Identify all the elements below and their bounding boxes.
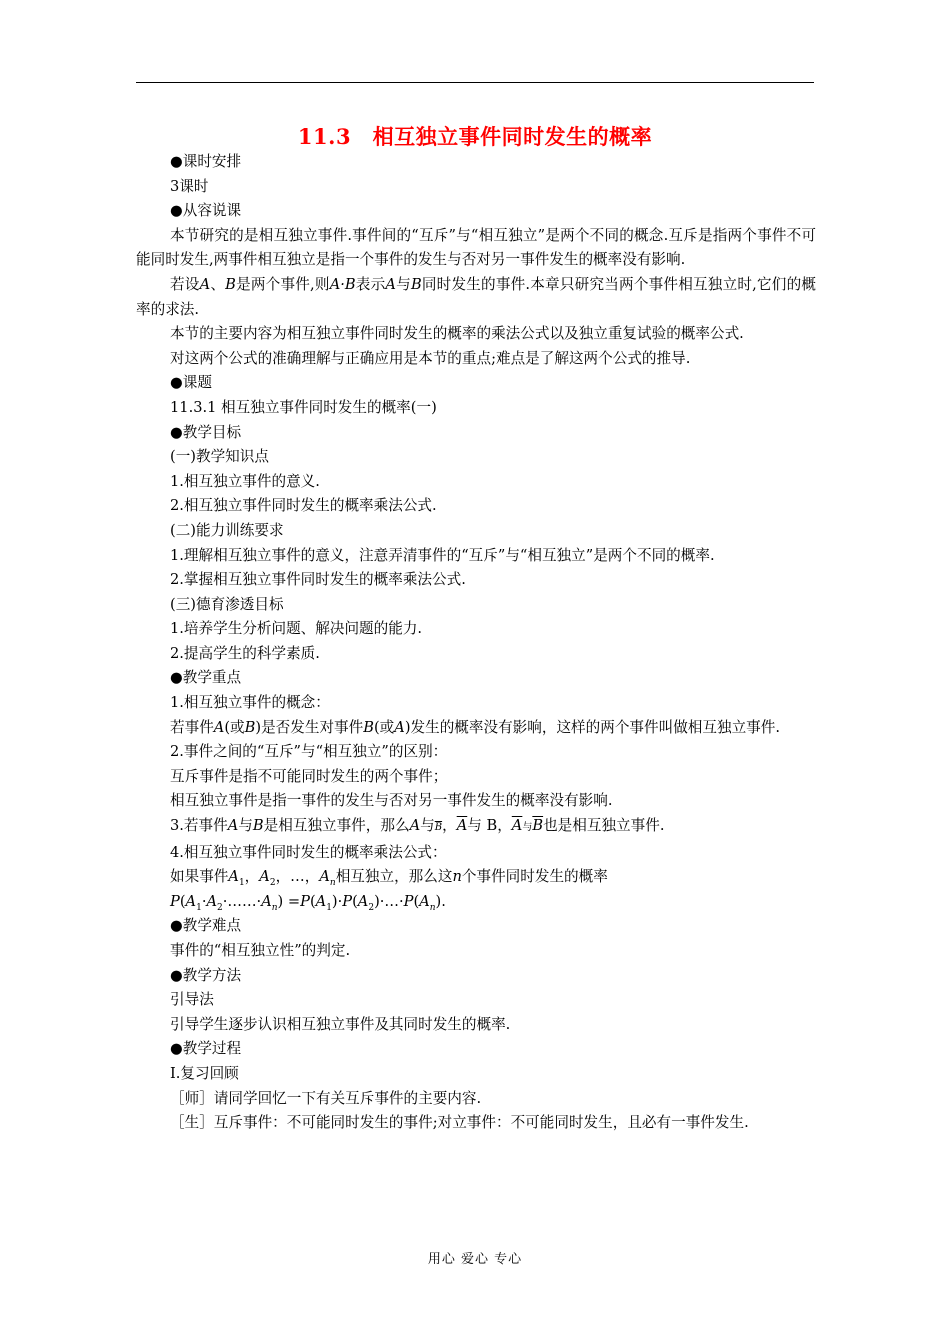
- text-line: 引导法: [170, 991, 214, 1009]
- goal-item: 1.培养学生分析问题、解决问题的能力.: [170, 620, 423, 638]
- formula: $P(A_1\cdot A_2\cdot\dots\dots\cdot A_n)$ $=P(A_1)\cdot P(A_2)\cdot\dots\cdot P(A_n)$.: [170, 892, 446, 913]
- dialogue-student: ［生］互斥事件：不可能同时发生的事件;对立事件：不可能同时发生，且必有一事件发生.: [170, 1114, 749, 1132]
- para-definition: 若事件A(或B)是否发生对事件B(或A)发生的概率没有影响，这样的两个事件叫做相互独立事件.: [170, 718, 780, 736]
- para-intro: 本节研究的是相互独立事件.事件间的“互斥”与“相互独立”是两个不同的概念.互斥是指两个事件不可能同时发生,两事件相互独立是指一个事件的发生与否对另一事件发生的概率没有影响.: [136, 226, 816, 269]
- header-rule: [136, 82, 814, 83]
- para-events-ab: 若设A、B是两个事件,则A·B表示A与B同时发生的事件.本章只研究当两个事件相互独立时,它们的概率的求法.: [136, 275, 816, 318]
- text-line: 引导学生逐步认识相互独立事件及其同时发生的概率.: [170, 1015, 511, 1033]
- goal-item: 1.理解相互独立事件的意义，注意弄清事件的“互斥”与“相互独立”是两个不同的概率.: [170, 546, 715, 564]
- para-main-content: 本节的主要内容为相互独立事件同时发生的概率的乘法公式以及独立重复试验的概率公式.: [170, 325, 744, 343]
- goals-knowledge: (一)教学知识点: [170, 448, 269, 466]
- page-title: 11.3 相互独立事件同时发生的概率: [297, 124, 653, 149]
- text-lessons: 3课时: [170, 177, 209, 195]
- focus-item: 1.相互独立事件的概念：: [170, 694, 330, 712]
- dialogue-teacher: ［师］请同学回忆一下有关互斥事件的主要内容.: [170, 1089, 482, 1107]
- goal-item: 2.相互独立事件同时发生的概率乘法公式.: [170, 497, 437, 515]
- goal-item: 2.提高学生的科学素质.: [170, 644, 320, 662]
- para-key-points: 对这两个公式的准确理解与正确应用是本节的重点;难点是了解这两个公式的推导.: [170, 349, 691, 367]
- heading-process: ●教学过程: [170, 1040, 242, 1058]
- focus-item: 4.相互独立事件同时发生的概率乘法公式：: [170, 843, 447, 861]
- heading-difficulty: ●教学难点: [170, 917, 242, 935]
- goals-moral: (三)德育渗透目标: [170, 595, 284, 613]
- heading-method: ●教学方法: [170, 966, 242, 984]
- page-footer: 用心 爱心 专心: [427, 1252, 523, 1267]
- text-line: 相互独立事件是指一事件的发生与否对另一事件发生的概率没有影响.: [170, 792, 613, 810]
- heading-goals: ●教学目标: [170, 423, 242, 441]
- topic-title: 11.3.1 相互独立事件同时发生的概率(一): [170, 398, 437, 416]
- focus-item: 2.事件之间的“互斥”与“相互独立”的区别：: [170, 743, 448, 761]
- document-body: [136, 150, 816, 1136]
- goals-ability: (二)能力训练要求: [170, 521, 284, 539]
- heading-topic: ●课题: [170, 374, 212, 392]
- goal-item: 1.相互独立事件的意义.: [170, 472, 320, 490]
- heading-schedule: ●课时安排: [170, 153, 242, 170]
- focus-item-complements: 3.若事件A与B是相互独立事件，那么A与$\overline{B}$，$\overline{A}$与 B，$\overline{A}$与$\overline{B}$也是相互独立事件.: [170, 817, 665, 835]
- text-line: 事件的“相互独立性”的判定.: [170, 942, 351, 959]
- goal-item: 2.掌握相互独立事件同时发生的概率乘法公式.: [170, 571, 466, 589]
- text-line: 互斥事件是指不可能同时发生的两个事件；: [170, 767, 448, 785]
- text-line: Ⅰ.复习回顾: [170, 1064, 239, 1082]
- heading-intro: ●从容说课: [170, 202, 242, 220]
- heading-focus: ●教学重点: [170, 669, 242, 687]
- formula-condition: 如果事件$A_1$，$A_2$，…，$A_n$相互独立，那么这n个事件同时发生的概率: [170, 868, 608, 889]
